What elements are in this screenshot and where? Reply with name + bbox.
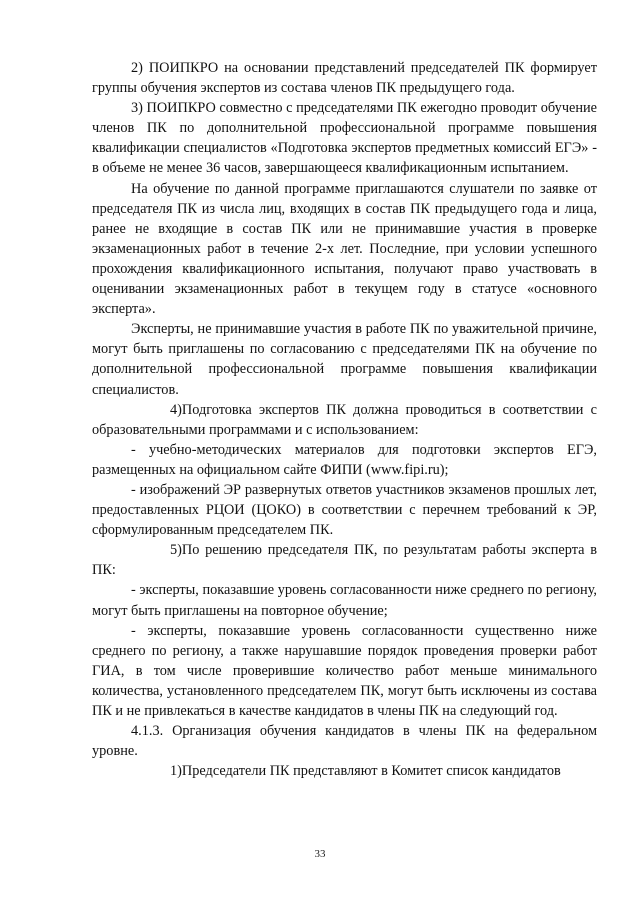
item-text: Подготовка экспертов ПК должна проводиться в соответствии с образовательными программами и с использованием: [92,401,597,438]
list-item: - изображений ЭР развернутых ответов участников экзаменов прошлых лет, предоставленных РЦОИ (ЦОКО) в соответствии с перечнем требований к ЭР, сформулированным председателем ПК. [92,481,597,539]
paragraph-item-5 [92,540,597,580]
paragraph: На обучение по данной программе приглашаются слушатели по заявке от председателя ПК из числа лиц, входящих в состав ПК предыдущего года и лица, ранее не входящие в состав ПК или не принимавшие участия в проверке экзаменационных работ в течение 2-х лет. Последние, при условии успешного прохождения квалификационного испытания, получают право участвовать в оценивании экзаменационных работ в текущем году в статусе «основного эксперта». [92,180,597,318]
paragraph: 2) ПОИПКРО на основании представлений председателей ПК формирует группы обучения экспертов из состава членов ПК предыдущего года. [92,60,597,97]
body-text [92,58,597,781]
item-text: По решению председателя ПК, по результатам работы эксперта в ПК: [92,542,597,579]
paragraph-item-1 [92,761,597,781]
paragraph-item-4 [92,400,597,440]
item-number: 4) [170,401,182,418]
item-number: 1) [170,763,182,780]
list-item: - учебно-методических материалов для подготовки экспертов ЕГЭ, размещенных на официальном сайте ФИПИ (www.fipi.ru); [92,441,597,478]
list-item: - эксперты, показавшие уровень согласованности ниже среднего по региону, могут быть приглашены на повторное обучение; [92,582,597,619]
list-item: - эксперты, показавшие уровень согласованности существенно ниже среднего по региону, а также нарушавшие порядок проведения проверки работ ГИА, в том числе проверившие количество работ меньше минимального количества, установленного председателем ПК, могут быть исключены из состава ПК и не привлекаться в качестве кандидатов в члены ПК на следующий год. [92,622,597,719]
paragraph: 3) ПОИПКРО совместно с председателями ПК ежегодно проводит обучение членов ПК по дополнительной профессиональной программе повышения квалификации специалистов «Подготовка экспертов предметных комиссий ЕГЭ» - в объеме не менее 36 часов, завершающееся квалификационным испытанием. [92,100,597,177]
item-text: Председатели ПК представляют в Комитет список кандидатов [181,763,561,780]
page-number: 33 [314,848,326,860]
item-number: 5) [170,542,182,559]
paragraph: Эксперты, не принимавшие участия в работе ПК по уважительной причине, могут быть приглашены по согласованию с председателями ПК на обучение по дополнительной профессиональной программе повышения квалификации специалистов. [92,321,597,398]
section-heading: 4.1.3. Организация обучения кандидатов в члены ПК на федеральном уровне. [92,723,597,760]
